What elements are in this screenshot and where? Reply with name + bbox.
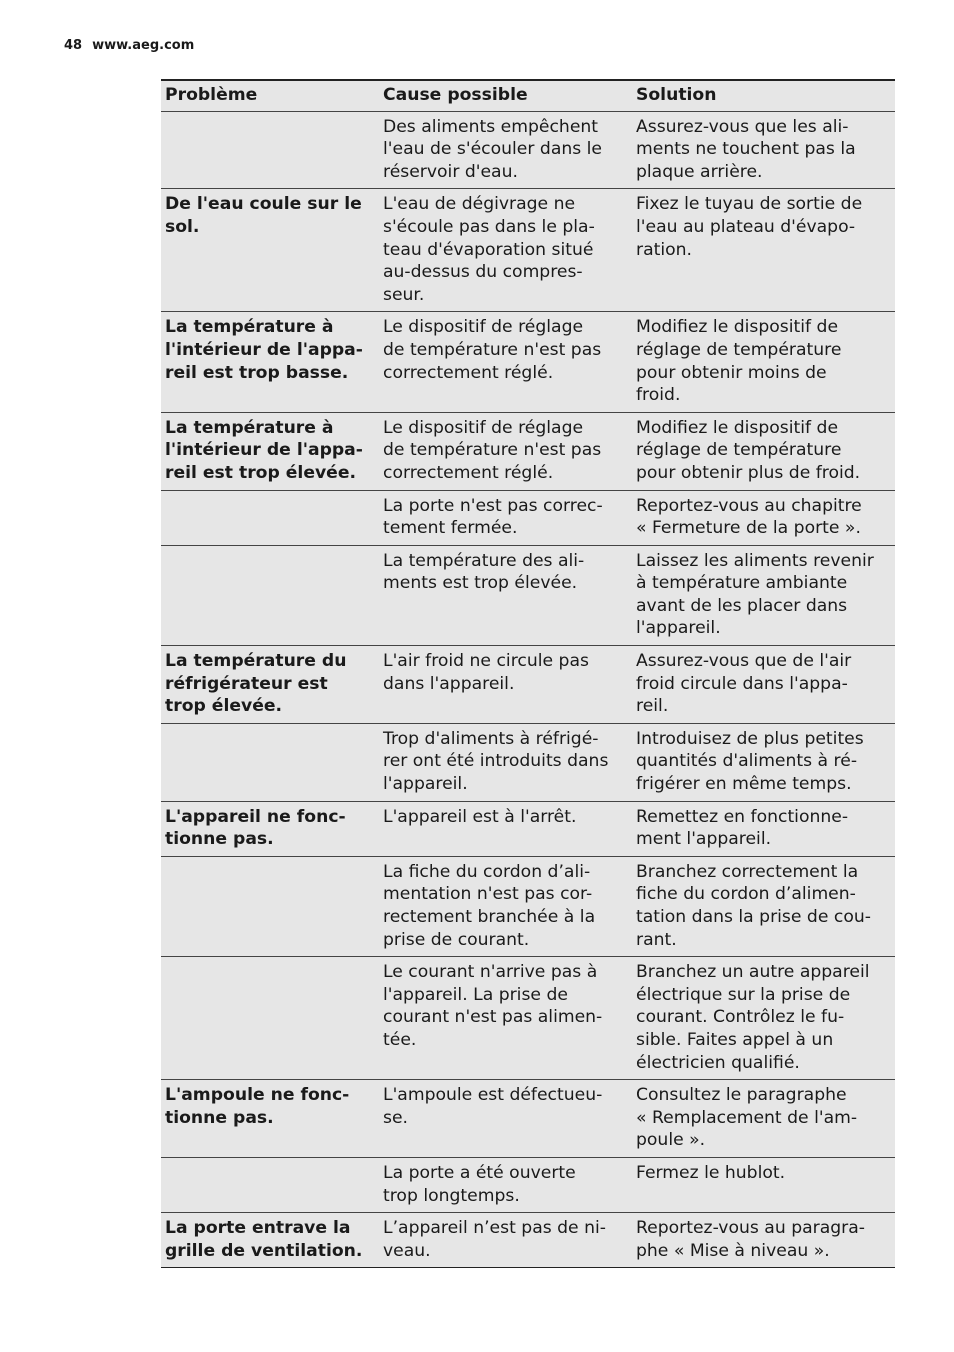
cause-cell-text: Des aliments empêchent l'eau de s'écouler dans le réservoir d'eau. — [383, 116, 603, 182]
problem-cell — [161, 412, 379, 490]
cause-cell — [379, 111, 632, 189]
solution-cell — [632, 111, 895, 189]
solution-cell — [632, 856, 895, 956]
problem-cell — [161, 1213, 379, 1268]
website-link[interactable]: www.aeg.com — [92, 38, 195, 53]
problem-cell — [161, 312, 379, 412]
table-row — [161, 412, 895, 490]
cause-cell — [379, 312, 632, 412]
column-header-problem: Problème — [161, 80, 379, 111]
table-row — [161, 801, 895, 856]
solution-cell — [632, 1080, 895, 1158]
table-header-row — [161, 80, 895, 111]
problem-cell — [161, 801, 379, 856]
solution-cell — [632, 646, 895, 724]
solution-cell-text: Branchez un autre appareil électrique sur la prise de courant. Contrôlez le fu- sible. Faites appel à un électricien qualifié. — [636, 962, 870, 1073]
problem-cell-text: L'appareil ne fonc- tionne pas. — [165, 806, 346, 850]
table-row — [161, 856, 895, 956]
cause-cell — [379, 957, 632, 1080]
solution-cell-text: Branchez correctement la fiche du cordon d’alimen- tation dans la prise de cou- rant. — [636, 861, 871, 950]
cause-cell-text: La porte n'est pas correc- tement fermée. — [383, 495, 603, 539]
problem-cell-text: De l'eau coule sur le sol. — [165, 194, 362, 237]
column-header-solution: Solution — [632, 80, 895, 111]
cause-cell-text: Le courant n'arrive pas à l'appareil. La prise de courant n'est pas alimen- tée. — [383, 962, 603, 1050]
cause-cell — [379, 490, 632, 545]
table-row — [161, 1157, 895, 1212]
cause-cell-text: Le dispositif de réglage de température n'est pas correctement réglé. — [383, 317, 602, 383]
solution-cell-text: Modifiez le dispositif de réglage de température pour obtenir plus de froid. — [636, 417, 861, 483]
solution-cell-text: Remettez en fonctionne- ment l'appareil. — [636, 806, 849, 850]
problem-cell-text: La porte entrave la grille de ventilation. — [165, 1218, 363, 1261]
table-row — [161, 189, 895, 312]
problem-cell — [161, 545, 379, 645]
cause-cell-text: La porte a été ouverte trop longtemps. — [383, 1162, 576, 1206]
table-row — [161, 490, 895, 545]
table-row — [161, 723, 895, 801]
problem-cell-text: La température à l'intérieur de l'appa- reil est trop basse. — [165, 317, 363, 383]
table-row — [161, 957, 895, 1080]
solution-cell — [632, 490, 895, 545]
solution-cell — [632, 545, 895, 645]
cause-cell-text: L'eau de dégivrage ne s'écoule pas dans le pla- teau d'évaporation situé au-dessus du compres- seur. — [383, 194, 595, 305]
solution-cell — [632, 412, 895, 490]
solution-cell — [632, 1157, 895, 1212]
page-header — [64, 38, 194, 53]
problem-cell — [161, 723, 379, 801]
solution-cell-text: Reportez-vous au paragra- phe « Mise à niveau ». — [636, 1218, 865, 1261]
page-number: 48 — [64, 38, 83, 53]
table-row — [161, 1213, 895, 1268]
table-row — [161, 111, 895, 189]
cause-cell — [379, 856, 632, 956]
solution-cell-text: Consultez le paragraphe « Remplacement de l'am- poule ». — [636, 1085, 858, 1151]
solution-cell — [632, 312, 895, 412]
cause-cell — [379, 1157, 632, 1212]
column-header-cause: Cause possible — [379, 80, 632, 111]
table-row — [161, 1080, 895, 1158]
problem-cell-text: La température à l'intérieur de l'appa- reil est trop élevée. — [165, 417, 363, 483]
solution-cell-text: Laissez les aliments revenir à température ambiante avant de les placer dans l'appareil. — [636, 550, 874, 639]
cause-cell-text: L'appareil est à l'arrêt. — [383, 806, 577, 827]
cause-cell-text: La température des ali- ments est trop élevée. — [383, 550, 585, 594]
table-row — [161, 312, 895, 412]
cause-cell — [379, 1080, 632, 1158]
cause-cell-text: L'air froid ne circule pas dans l'appareil. — [383, 651, 589, 694]
solution-cell — [632, 957, 895, 1080]
problem-cell — [161, 646, 379, 724]
solution-cell-text: Introduisez de plus petites quantités d'aliments à ré- frigérer en même temps. — [636, 728, 864, 795]
solution-cell-text: Modifiez le dispositif de réglage de température pour obtenir moins de froid. — [636, 317, 842, 406]
cause-cell — [379, 801, 632, 856]
solution-cell — [632, 801, 895, 856]
problem-cell — [161, 490, 379, 545]
problem-cell-text: La température du réfrigérateur est trop élevée. — [165, 651, 347, 717]
solution-cell — [632, 189, 895, 312]
troubleshooting-table — [161, 79, 895, 1268]
problem-cell — [161, 1157, 379, 1212]
problem-cell — [161, 856, 379, 956]
solution-cell-text: Assurez-vous que de l'air froid circule dans l'appa- reil. — [636, 651, 852, 717]
problem-cell-text: L'ampoule ne fonc- tionne pas. — [165, 1085, 350, 1128]
cause-cell-text: La fiche du cordon d’ali- mentation n'est pas cor- rectement branchée à la prise de courant. — [383, 861, 596, 950]
table-row — [161, 545, 895, 645]
cause-cell — [379, 646, 632, 724]
solution-cell — [632, 723, 895, 801]
problem-cell — [161, 189, 379, 312]
problem-cell — [161, 1080, 379, 1158]
cause-cell — [379, 412, 632, 490]
problem-cell — [161, 111, 379, 189]
cause-cell — [379, 545, 632, 645]
solution-cell — [632, 1213, 895, 1268]
solution-cell-text: Fermez le hublot. — [636, 1162, 786, 1183]
table-row — [161, 646, 895, 724]
cause-cell-text: Le dispositif de réglage de température n'est pas correctement réglé. — [383, 417, 602, 483]
cause-cell-text: L'ampoule est défectueu- se. — [383, 1085, 603, 1128]
cause-cell-text: L’appareil n’est pas de ni- veau. — [383, 1218, 606, 1261]
solution-cell-text: Assurez-vous que les ali- ments ne touchent pas la plaque arrière. — [636, 116, 856, 182]
solution-cell-text: Fixez le tuyau de sortie de l'eau au plateau d'évapo- ration. — [636, 194, 863, 260]
solution-cell-text: Reportez-vous au chapitre « Fermeture de la porte ». — [636, 495, 862, 539]
cause-cell — [379, 1213, 632, 1268]
problem-cell — [161, 957, 379, 1080]
cause-cell — [379, 723, 632, 801]
cause-cell — [379, 189, 632, 312]
cause-cell-text: Trop d'aliments à réfrigé- rer ont été introduits dans l'appareil. — [383, 728, 609, 795]
